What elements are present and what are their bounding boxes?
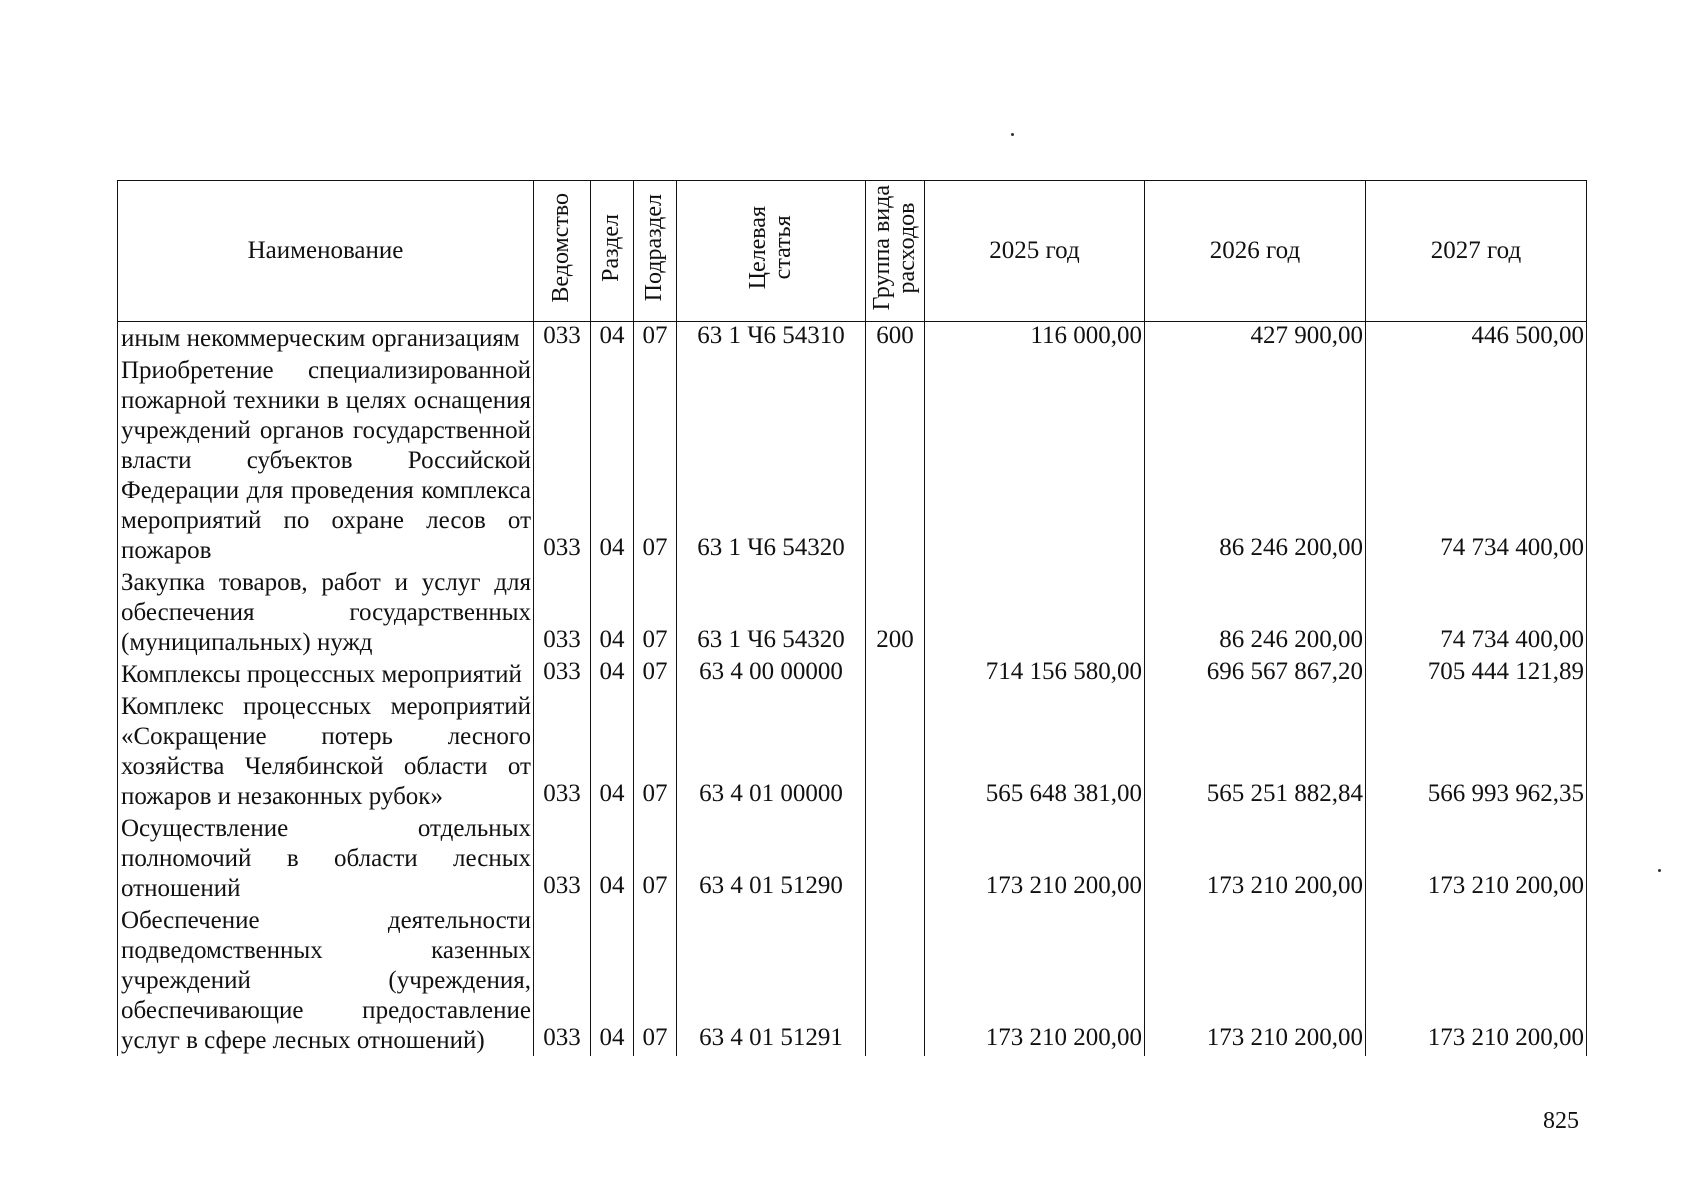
row-gruppa xyxy=(866,354,925,566)
row-amount-2025: 565 648 381,00 xyxy=(925,690,1145,812)
row-gruppa: 600 xyxy=(866,322,925,355)
page-number: 825 xyxy=(1543,1108,1579,1134)
header-name: Наименование xyxy=(118,181,534,322)
table-row xyxy=(118,566,1587,658)
row-gruppa xyxy=(866,690,925,812)
row-celevaya-statya: 63 4 00 00000 xyxy=(677,658,866,690)
row-razdel: 04 xyxy=(591,690,634,812)
row-celevaya-statya: 63 4 01 00000 xyxy=(677,690,866,812)
row-vedomstvo: 033 xyxy=(534,904,591,1056)
row-razdel: 04 xyxy=(591,566,634,658)
scan-speck xyxy=(1011,133,1014,136)
header-year-2026: 2026 год xyxy=(1145,181,1366,322)
row-amount-2026: 86 246 200,00 xyxy=(1145,566,1366,658)
table-row xyxy=(118,812,1587,904)
row-vedomstvo: 033 xyxy=(534,566,591,658)
row-amount-2027: 173 210 200,00 xyxy=(1366,812,1587,904)
row-name: Комплексы процессных мероприятий xyxy=(118,658,534,690)
header-razdel: Раздел xyxy=(591,181,634,322)
row-name: Приобретение специализированной пожарной техники в целях оснащения учреждений органов государственной власти субъектов Российской Федерации для проведения комплекса мероприятий по охране лесов от пожаров xyxy=(118,354,534,566)
row-celevaya-statya: 63 4 01 51290 xyxy=(677,812,866,904)
table-row xyxy=(118,690,1587,812)
row-name: Закупка товаров, работ и услуг для обеспечения государственных (муниципальных) нужд xyxy=(118,566,534,658)
header-podrazdel: Подраздел xyxy=(634,181,677,322)
row-podrazdel: 07 xyxy=(634,354,677,566)
header-year-2027: 2027 год xyxy=(1366,181,1587,322)
row-amount-2027: 705 444 121,89 xyxy=(1366,658,1587,690)
table-header xyxy=(118,181,1587,322)
row-podrazdel: 07 xyxy=(634,904,677,1056)
row-razdel: 04 xyxy=(591,354,634,566)
row-razdel: 04 xyxy=(591,658,634,690)
table-body xyxy=(118,322,1587,1057)
row-gruppa: 200 xyxy=(866,566,925,658)
row-amount-2026: 565 251 882,84 xyxy=(1145,690,1366,812)
row-amount-2027: 446 500,00 xyxy=(1366,322,1587,355)
row-podrazdel: 07 xyxy=(634,812,677,904)
row-amount-2027: 74 734 400,00 xyxy=(1366,566,1587,658)
row-amount-2026: 427 900,00 xyxy=(1145,322,1366,355)
table-row xyxy=(118,322,1587,355)
row-podrazdel: 07 xyxy=(634,566,677,658)
row-gruppa xyxy=(866,904,925,1056)
row-podrazdel: 07 xyxy=(634,322,677,355)
row-celevaya-statya: 63 1 Ч6 54320 xyxy=(677,354,866,566)
row-amount-2027: 173 210 200,00 xyxy=(1366,904,1587,1056)
header-celevaya-statya: Целевая статья xyxy=(677,181,866,322)
header-vedomstvo: Ведомство xyxy=(534,181,591,322)
row-vedomstvo: 033 xyxy=(534,322,591,355)
row-celevaya-statya: 63 1 Ч6 54320 xyxy=(677,566,866,658)
row-amount-2025: 714 156 580,00 xyxy=(925,658,1145,690)
row-name: иным некоммерческим организациям xyxy=(118,322,534,355)
row-amount-2026: 86 246 200,00 xyxy=(1145,354,1366,566)
scan-speck xyxy=(1658,869,1661,872)
row-celevaya-statya: 63 1 Ч6 54310 xyxy=(677,322,866,355)
header-row xyxy=(118,181,1587,322)
row-amount-2027: 566 993 962,35 xyxy=(1366,690,1587,812)
row-vedomstvo: 033 xyxy=(534,354,591,566)
header-year-2025: 2025 год xyxy=(925,181,1145,322)
row-amount-2026: 173 210 200,00 xyxy=(1145,812,1366,904)
table-row xyxy=(118,658,1587,690)
row-name: Обеспечение деятельности подведомственных казенных учреждений (учреждения, обеспечивающие предоставление услуг в сфере лесных отношений) xyxy=(118,904,534,1056)
row-podrazdel: 07 xyxy=(634,690,677,812)
row-name: Осуществление отдельных полномочий в области лесных отношений xyxy=(118,812,534,904)
row-amount-2025: 116 000,00 xyxy=(925,322,1145,355)
row-vedomstvo: 033 xyxy=(534,658,591,690)
row-amount-2025 xyxy=(925,566,1145,658)
row-amount-2026: 696 567 867,20 xyxy=(1145,658,1366,690)
row-podrazdel: 07 xyxy=(634,658,677,690)
row-razdel: 04 xyxy=(591,322,634,355)
row-vedomstvo: 033 xyxy=(534,690,591,812)
row-amount-2025 xyxy=(925,354,1145,566)
row-gruppa xyxy=(866,658,925,690)
row-amount-2027: 74 734 400,00 xyxy=(1366,354,1587,566)
table-row xyxy=(118,904,1587,1056)
row-razdel: 04 xyxy=(591,812,634,904)
row-gruppa xyxy=(866,812,925,904)
header-gruppa-vida-rashodov: Группа вида расходов xyxy=(866,181,925,322)
row-vedomstvo: 033 xyxy=(534,812,591,904)
row-amount-2026: 173 210 200,00 xyxy=(1145,904,1366,1056)
row-celevaya-statya: 63 4 01 51291 xyxy=(677,904,866,1056)
row-name: Комплекс процессных мероприятий «Сокращение потерь лесного хозяйства Челябинской области от пожаров и незаконных рубок» xyxy=(118,690,534,812)
row-amount-2025: 173 210 200,00 xyxy=(925,812,1145,904)
budget-table xyxy=(117,180,1587,1056)
table-row xyxy=(118,354,1587,566)
row-razdel: 04 xyxy=(591,904,634,1056)
row-amount-2025: 173 210 200,00 xyxy=(925,904,1145,1056)
